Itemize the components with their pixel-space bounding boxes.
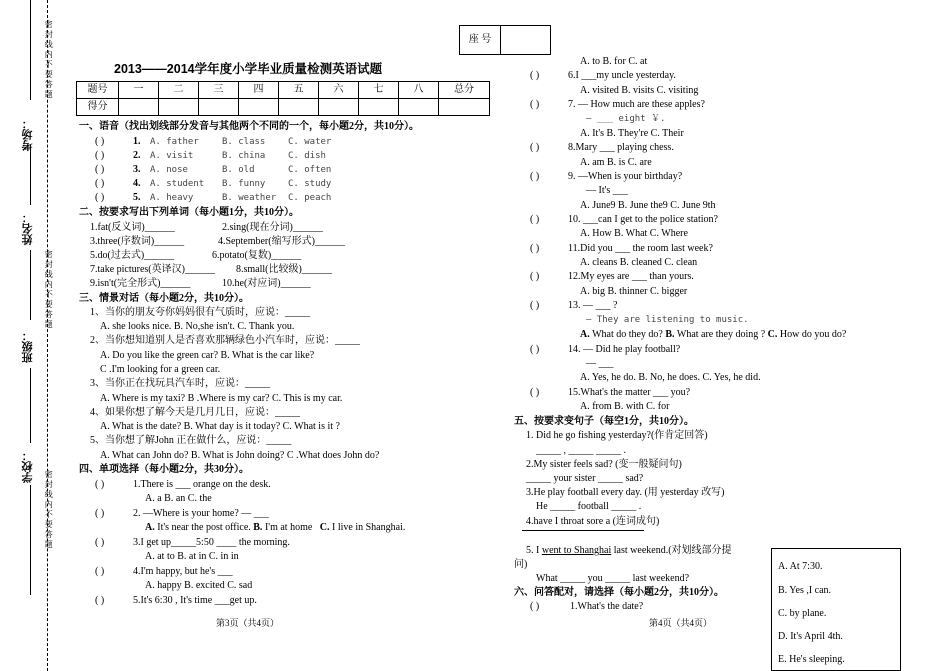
dialogue-options[interactable]: A. she looks nice. B. No,she isn't. C. Thank you. xyxy=(100,321,295,332)
dialogue-question: 3、当你正在找玩具汽车时，应说：_____ xyxy=(90,378,270,389)
answer-paren[interactable]: ( ) xyxy=(95,595,105,606)
mc-question: 2. —Where is your home? — ___ xyxy=(133,508,269,519)
label-xuexiao: 学校： xyxy=(22,450,34,483)
answer-paren[interactable]: ( ) xyxy=(530,70,540,81)
answer-paren[interactable]: ( ) xyxy=(95,479,105,490)
transform-answer[interactable]: What _____ you _____ last weekend? xyxy=(536,573,690,584)
option-text: It's near the post office. xyxy=(157,522,251,533)
score-header: 四 xyxy=(239,82,279,99)
score-header: 七 xyxy=(359,82,399,99)
answer-paren[interactable]: ( ) xyxy=(530,344,540,355)
transform-answer[interactable]: He _____ football _____ . xyxy=(536,501,642,512)
side-fill-line xyxy=(30,368,31,443)
transform-question-cont: 问) xyxy=(514,559,528,570)
score-header: 二 xyxy=(159,82,199,99)
score-header: 一 xyxy=(119,82,159,99)
option-b: B. funny xyxy=(222,179,266,189)
answer-paren[interactable]: ( ) xyxy=(95,136,105,147)
word-task[interactable]: 1.fat(反义词)______ xyxy=(90,222,175,233)
binding-text: 密 封 线 内 不 要 答 题 xyxy=(44,250,54,328)
option-letter: B. xyxy=(665,329,675,340)
answer-paren[interactable]: ( ) xyxy=(95,192,105,203)
item-number: 5. xyxy=(133,192,141,203)
mc-options[interactable]: A. visited B. visits C. visiting xyxy=(580,85,699,96)
answer-paren[interactable]: ( ) xyxy=(530,387,540,398)
word-task[interactable]: 3.three(序数词)______ xyxy=(90,236,185,247)
option-a: A. heavy xyxy=(150,193,194,203)
mc-question: 7. — How much are these apples? xyxy=(568,99,705,110)
answer-paren[interactable]: ( ) xyxy=(95,150,105,161)
section-4-title: 四、单项选择（每小题2分，共30分）。 xyxy=(79,464,249,475)
score-header: 总分 xyxy=(439,82,490,99)
answer-paren[interactable]: ( ) xyxy=(530,99,540,110)
mc-options[interactable]: A. happy B. excited C. sad xyxy=(145,580,253,591)
score-header: 八 xyxy=(399,82,439,99)
option-letter: A. xyxy=(145,522,155,533)
option-letter: B. xyxy=(253,522,263,533)
mc-dialogue-line: — ___ eight ￥. xyxy=(586,114,666,124)
word-task[interactable]: 2.sing(现在分词)______ xyxy=(222,222,323,233)
match-option: E. He's sleeping. xyxy=(778,654,845,665)
q5-prefix: 5. I xyxy=(526,545,542,556)
side-fill-line xyxy=(30,485,31,595)
score-cell[interactable] xyxy=(279,99,319,116)
item-number: 1. xyxy=(133,136,141,147)
score-cell[interactable] xyxy=(399,99,439,116)
score-cell[interactable] xyxy=(319,99,359,116)
score-header: 六 xyxy=(319,82,359,99)
word-task[interactable]: 5.do(过去式)______ xyxy=(90,250,175,261)
mc-question: 1.There is ___ orange on the desk. xyxy=(133,479,271,490)
option-c: C. water xyxy=(288,137,332,147)
transform-question: 3.He play football every day. (用 yesterday 改写) xyxy=(526,487,725,498)
binding-line xyxy=(47,0,48,671)
option-letter: C. xyxy=(319,522,330,533)
section-1-title: 一、语音（找出划线部分发音与其他两个不同的一个，每小题2分，共10分）。 xyxy=(79,121,419,132)
mc-question: 4.I'm happy, but he's ___ xyxy=(133,566,233,577)
page-footer-left: 第3页（共4页） xyxy=(216,618,280,628)
exam-title: 2013——2014学年度小学毕业质量检测英语试题 xyxy=(114,62,383,76)
score-header: 三 xyxy=(199,82,239,99)
transform-answer[interactable]: _____ , _____ _____ . xyxy=(536,445,626,456)
mc-question: 5.It's 6:30 , It's time ___get up. xyxy=(133,595,257,606)
transform-answer[interactable]: _____ your sister _____ sad? xyxy=(526,473,644,484)
match-options-box xyxy=(771,548,901,671)
section-2-title: 二、按要求写出下列单词（每小题1分，共10分）。 xyxy=(79,207,299,218)
answer-line[interactable] xyxy=(522,530,644,531)
answer-paren[interactable]: ( ) xyxy=(530,171,540,182)
option-letter: A. xyxy=(580,329,590,340)
item-number: 3. xyxy=(133,164,141,175)
mc-question: 15.What's the matter ___ you? xyxy=(568,387,691,398)
transform-question: 1. Did he go fishing yesterday?(作肯定回答) xyxy=(526,430,708,441)
option-c: C. often xyxy=(288,165,332,175)
dialogue-question: 5、当你想了解John 正在做什么，应说：_____ xyxy=(90,435,292,446)
option-letter: C. xyxy=(767,329,778,340)
dialogue-options[interactable]: A. Where is my taxi? B .Where is my car? C. This is my car. xyxy=(100,393,343,404)
mc-dialogue-line: — They are listening to music. xyxy=(586,315,749,325)
option-text: What do they do? xyxy=(592,329,663,340)
option-c: C. study xyxy=(288,179,332,189)
score-cell[interactable] xyxy=(119,99,159,116)
section-6-title: 六、问答配对，请选择（每小题2分，共10分）。 xyxy=(514,587,724,598)
word-task[interactable]: 4.September(缩写形式)______ xyxy=(218,236,345,247)
score-cell[interactable] xyxy=(359,99,399,116)
answer-paren[interactable]: ( ) xyxy=(530,214,540,225)
mc-question: 10. ___can I get to the police station? xyxy=(568,214,718,225)
mc-options[interactable] xyxy=(580,329,846,341)
mc-options[interactable]: A. a B. an C. the xyxy=(145,493,212,504)
word-task[interactable]: 10.he(对应词)______ xyxy=(222,278,311,289)
label-xingming: 姓名： xyxy=(22,212,34,245)
word-task[interactable]: 7.take pictures(英译汉)______ xyxy=(90,264,215,275)
mc-question: 13. — ___ ? xyxy=(568,300,618,311)
score-table-header-row xyxy=(77,82,490,99)
mc-options[interactable]: A. It's B. They're C. Their xyxy=(580,128,684,139)
option-text: How do you do? xyxy=(779,329,847,340)
binding-text: 密 封 线 内 不 要 答 题 xyxy=(44,470,54,548)
label-banji: 班级： xyxy=(22,330,34,363)
mc-options[interactable]: A. June9 B. June the9 C. June 9th xyxy=(580,200,716,211)
word-task[interactable]: 9.isn't(完全形式)______ xyxy=(90,278,191,289)
mc-options[interactable]: A. from B. with C. for xyxy=(580,401,670,412)
answer-paren[interactable]: ( ) xyxy=(530,300,540,311)
word-task[interactable]: 6.potato(复数)______ xyxy=(212,250,302,261)
mc-question: 14. — Did he play football? xyxy=(568,344,681,355)
mc-question: 3.I get up_____5:50 ____ the morning. xyxy=(133,537,290,548)
answer-paren[interactable]: ( ) xyxy=(95,537,105,548)
option-c: C. dish xyxy=(288,151,326,161)
seat-label: 座 号 xyxy=(460,26,501,54)
dialogue-options[interactable]: C .I'm looking for a green car. xyxy=(100,364,221,375)
section-5-title: 五、按要求变句子（每空1分，共10分）。 xyxy=(514,416,694,427)
option-text: I live in Shanghai. xyxy=(332,522,406,533)
item-number: 4. xyxy=(133,178,141,189)
option-b: B. weather xyxy=(222,193,277,203)
mc-question: 11.Did you ___ the room last week? xyxy=(568,243,713,254)
underlined-phrase: went to Shanghai xyxy=(541,545,612,556)
side-fill-line xyxy=(30,250,31,320)
option-a: A. father xyxy=(150,137,199,147)
option-c: C. peach xyxy=(288,193,332,203)
answer-paren[interactable]: ( ) xyxy=(95,164,105,175)
score-table-score-row xyxy=(77,99,490,116)
item-number: 2. xyxy=(133,150,141,161)
mc-options[interactable]: A. at to B. at in C. in in xyxy=(145,551,239,562)
dialogue-options[interactable]: A. What is the date? B. What day is it today? C. What is it ? xyxy=(100,421,340,432)
transform-question xyxy=(526,545,732,557)
transform-question: 4.have I throat sore a (连词成句) xyxy=(526,516,660,527)
score-header: 五 xyxy=(279,82,319,99)
mc-question: 12.My eyes are ___ than yours. xyxy=(568,271,694,282)
mc-options[interactable]: A. cleans B. cleaned C. clean xyxy=(580,257,698,268)
word-task[interactable]: 8.small(比较级)______ xyxy=(236,264,332,275)
answer-paren[interactable]: ( ) xyxy=(530,271,540,282)
match-question: 1.What's the date? xyxy=(570,601,644,612)
score-cell[interactable] xyxy=(159,99,199,116)
dialogue-options[interactable]: A. Do you like the green car? B. What is the car like? xyxy=(100,350,315,361)
answer-paren[interactable]: ( ) xyxy=(530,243,540,254)
score-cell[interactable] xyxy=(199,99,239,116)
mc-dialogue-line: — ___ xyxy=(586,358,614,369)
match-option: A. At 7:30. xyxy=(778,561,823,572)
option-text: What are they doing ? xyxy=(676,329,766,340)
score-cell[interactable] xyxy=(239,99,279,116)
match-option: C. by plane. xyxy=(778,608,827,619)
score-cell[interactable] xyxy=(439,99,490,116)
mc-dialogue-line: — It's ___ xyxy=(586,185,628,196)
mc-question: 8.Mary ___ playing chess. xyxy=(568,142,674,153)
dialogue-question: 1、当你的朋友夸你妈妈很有气质时，应说：_____ xyxy=(90,307,310,318)
q5-suffix: last weekend.(对划线部分提 xyxy=(611,545,732,556)
match-option: D. It's April 4th. xyxy=(778,631,843,642)
mc-question: 6.I ___my uncle yesterday. xyxy=(568,70,676,81)
option-a: A. visit xyxy=(150,151,194,161)
seat-number-box[interactable] xyxy=(459,25,551,55)
mc-options[interactable]: A. Yes, he do. B. No, he does. C. Yes, he did. xyxy=(580,372,761,383)
dialogue-question: 4、如果你想了解今天是几月几日，应说：_____ xyxy=(90,407,300,418)
mc-options[interactable] xyxy=(145,522,405,534)
page-footer-right: 第4页（共4页） xyxy=(649,618,713,628)
mc-options[interactable]: A. big B. thinner C. bigger xyxy=(580,286,688,297)
mc-options[interactable]: A. to B. for C. at xyxy=(580,56,648,67)
answer-paren[interactable]: ( ) xyxy=(95,508,105,519)
option-a: A. nose xyxy=(150,165,188,175)
label-kaochang: 考场： xyxy=(22,118,34,151)
dialogue-question: 2、当你想知道别人是否喜欢那辆绿色小汽车时，应说：_____ xyxy=(90,335,360,346)
dialogue-options[interactable]: A. What can John do? B. What is John doing? C .What does John do? xyxy=(100,450,380,461)
score-header: 题号 xyxy=(77,82,119,99)
answer-paren[interactable]: ( ) xyxy=(530,142,540,153)
answer-paren[interactable]: ( ) xyxy=(530,601,540,612)
mc-options[interactable]: A. How B. What C. Where xyxy=(580,228,688,239)
option-b: B. old xyxy=(222,165,255,175)
answer-paren[interactable]: ( ) xyxy=(95,566,105,577)
option-b: B. china xyxy=(222,151,266,161)
section-3-title: 三、情景对话（每小题2分，共10分）。 xyxy=(79,293,249,304)
option-a: A. student xyxy=(150,179,205,189)
mc-options[interactable]: A. am B. is C. are xyxy=(580,157,652,168)
option-b: B. class xyxy=(222,137,266,147)
match-option: B. Yes ,I can. xyxy=(778,585,832,596)
score-table xyxy=(76,81,490,116)
transform-question: 2.My sister feels sad? (变一般疑问句) xyxy=(526,459,682,470)
side-fill-line xyxy=(30,145,31,205)
side-fill-line xyxy=(30,0,31,100)
option-text: I'm at home xyxy=(264,522,313,533)
answer-paren[interactable]: ( ) xyxy=(95,178,105,189)
score-row-label: 得分 xyxy=(77,99,119,116)
binding-text: 密 封 线 内 不 要 答 题 xyxy=(44,20,54,98)
mc-question: 9. —When is your birthday? xyxy=(568,171,683,182)
